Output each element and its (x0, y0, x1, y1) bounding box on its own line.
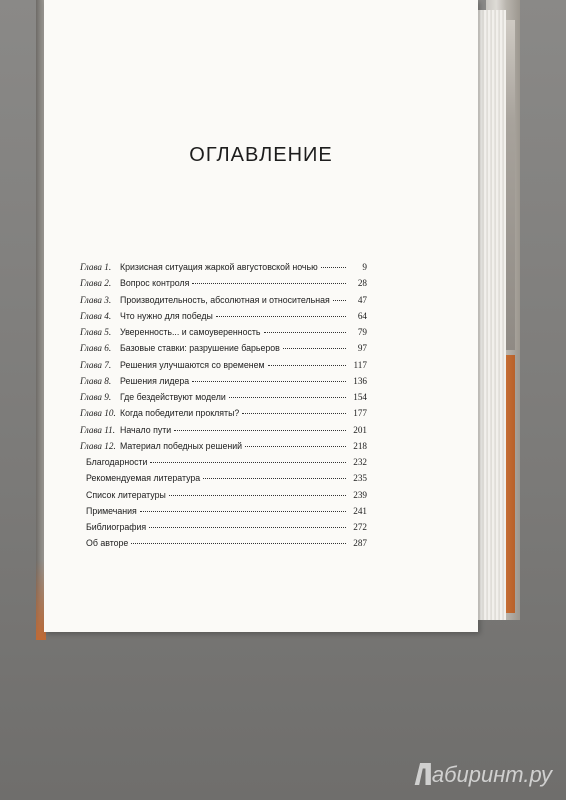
toc-chapter-label: Глава 3. (80, 294, 112, 305)
toc-entry (80, 278, 367, 294)
toc-page-number: 28 (357, 278, 367, 289)
toc-leader-dots (192, 282, 346, 284)
toc-title: Кризисная ситуация жаркой августовской ночью (120, 262, 318, 272)
toc-chapter-label: Глава 10. (80, 408, 116, 419)
toc-chapter-label: Глава 4. (80, 310, 112, 321)
toc-entry (80, 311, 367, 327)
toc-page-number: 218 (353, 440, 367, 451)
toc-leader-dots (242, 412, 346, 414)
toc-chapter-label: Глава 6. (80, 343, 112, 354)
toc-page-number: 97 (357, 343, 367, 354)
toc-title: Решения улучшаются со временем (120, 359, 265, 370)
toc-title: Об авторе (86, 538, 129, 549)
toc-entry (80, 506, 367, 522)
toc-title: Примечания (86, 505, 137, 516)
toc-title: Библиография (86, 522, 147, 532)
toc-entry (80, 490, 367, 506)
toc-page-number: 9 (362, 262, 367, 272)
toc-chapter-label: Глава 11. (80, 424, 116, 435)
toc-title: Рекомендуемая литература (86, 473, 201, 484)
page-title: ОГЛАВЛЕНИЕ (189, 144, 333, 166)
book-page (44, 0, 478, 632)
toc-title: Начало пути (120, 424, 172, 435)
toc-chapter-label: Глава 12. (80, 440, 116, 451)
toc-page-number: 47 (357, 294, 367, 305)
toc-chapter-label: Глава 5. (80, 327, 112, 337)
toc-entry (80, 425, 367, 441)
toc-title: Производительность, абсолютная и относительная (120, 294, 330, 305)
toc-entry (80, 441, 367, 457)
toc-entry (80, 457, 367, 473)
toc-leader-dots (264, 331, 346, 333)
toc-title: Вопрос контроля (120, 278, 190, 289)
toc-page-number: 117 (353, 359, 367, 370)
toc-leader-dots (216, 315, 346, 317)
toc-entry (80, 538, 367, 554)
toc-chapter-label: Глава 8. (80, 375, 112, 386)
toc-leader-dots (150, 461, 346, 463)
table-of-contents (80, 262, 367, 555)
toc-title: Благодарности (86, 457, 148, 467)
toc-leader-dots (169, 494, 346, 496)
toc-entry (80, 295, 367, 311)
toc-page-number: 239 (353, 489, 367, 500)
toc-entry (80, 522, 367, 538)
toc-leader-dots (333, 299, 346, 301)
watermark (413, 762, 552, 788)
toc-page-number: 154 (353, 392, 367, 402)
toc-leader-dots (245, 445, 346, 447)
toc-title: Базовые ставки: разрушение барьеров (120, 343, 280, 354)
toc-page-number: 79 (357, 327, 367, 337)
toc-entry (80, 343, 367, 359)
toc-title: Решения лидера (120, 375, 190, 386)
toc-chapter-label: Глава 7. (80, 359, 112, 370)
toc-page-number: 201 (353, 424, 367, 435)
toc-entry (80, 327, 367, 343)
toc-leader-dots (174, 429, 346, 431)
toc-title: Что нужно для победы (120, 310, 213, 321)
watermark-text: абиринт.ру (431, 762, 552, 787)
labirint-logo-icon (413, 763, 431, 785)
toc-page-number: 177 (353, 408, 367, 419)
toc-leader-dots (140, 510, 346, 512)
toc-leader-dots (283, 347, 346, 349)
toc-page-number: 241 (353, 505, 367, 516)
toc-entry (80, 376, 367, 392)
toc-entry (80, 408, 367, 424)
toc-chapter-label: Глава 9. (80, 392, 112, 402)
toc-chapter-label: Глава 1. (80, 262, 112, 272)
toc-title: Где бездействуют модели (120, 392, 226, 402)
toc-leader-dots (149, 526, 346, 528)
toc-leader-dots (229, 396, 346, 398)
toc-page-number: 136 (353, 375, 367, 386)
toc-page-number: 272 (353, 522, 367, 532)
toc-entry (80, 262, 367, 278)
toc-leader-dots (131, 542, 346, 544)
toc-leader-dots (268, 364, 346, 366)
toc-leader-dots (192, 380, 346, 382)
toc-leader-dots (203, 477, 346, 479)
toc-page-number: 232 (353, 457, 367, 467)
toc-title: Список литературы (86, 489, 166, 500)
toc-entry (80, 392, 367, 408)
toc-leader-dots (321, 266, 346, 268)
toc-page-number: 235 (353, 473, 367, 484)
toc-chapter-label: Глава 2. (80, 278, 112, 289)
toc-page-number: 64 (357, 310, 367, 321)
toc-entry (80, 473, 367, 489)
toc-page-number: 287 (353, 538, 367, 549)
toc-title: Материал победных решений (120, 440, 243, 451)
toc-title: Когда победители прокляты? (120, 408, 240, 419)
toc-entry (80, 360, 367, 376)
toc-title: Уверенность... и самоуверенность (120, 327, 261, 337)
